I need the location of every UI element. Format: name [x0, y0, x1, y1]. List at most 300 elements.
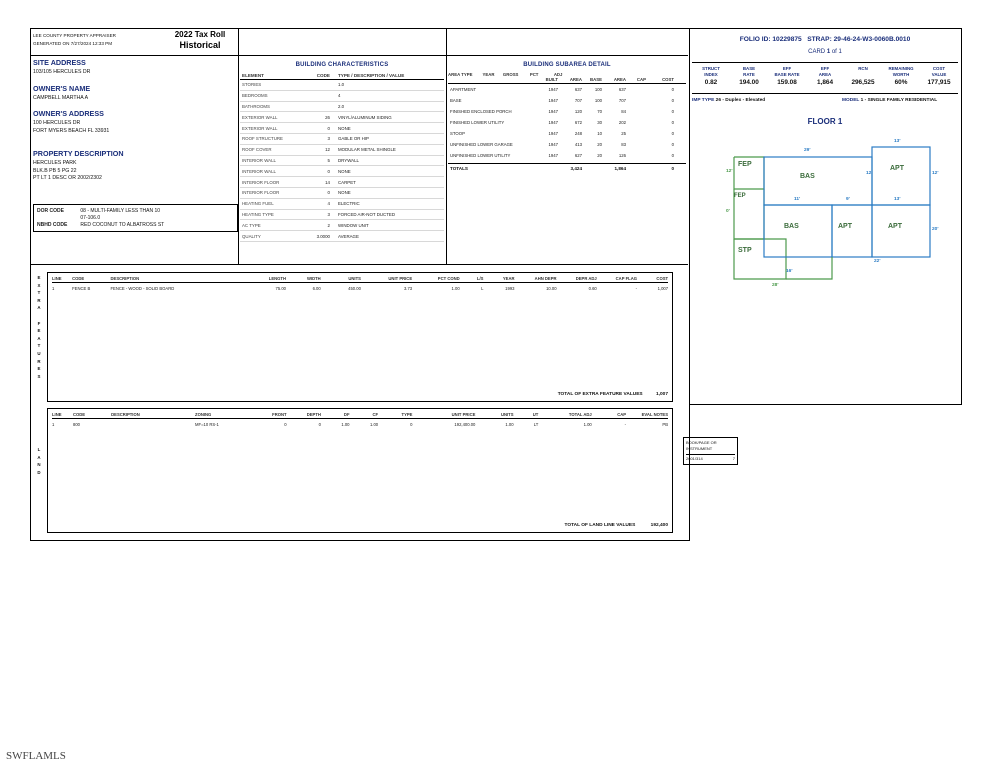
owner-address-line1: 100 HERCULES DR	[33, 120, 81, 126]
valuation-header	[692, 62, 958, 77]
bsd-year-built: 1947	[548, 98, 558, 103]
divider-bc-bsd	[446, 28, 447, 264]
roll-year-label: 2022 Tax Roll	[174, 30, 226, 39]
bc-type: 2.0	[338, 103, 345, 109]
ef-year: 1993	[505, 286, 515, 291]
card-header	[30, 28, 688, 56]
bsd-col-area-type: AREA TYPE	[448, 72, 473, 77]
divider-below-bc	[238, 264, 688, 265]
bsd-pct-base: 70	[597, 109, 602, 114]
dor-code-value: 08 - MULTI-FAMILY LESS THAN 10	[80, 208, 161, 214]
bc-type: GABLE OR HIP	[338, 136, 369, 142]
dor-code-label: DOR CODE	[37, 208, 64, 214]
land-col-code: CODE	[72, 412, 86, 417]
ef-pct-cond: 1.00	[451, 286, 460, 291]
extra-features-rows	[52, 283, 668, 291]
sketch-area-bas-1: BAS	[800, 173, 815, 180]
watermark: SWFLAMLS	[6, 750, 66, 762]
bsd-pct-base: 100	[594, 98, 602, 103]
ef-unit-price: 3.73	[403, 286, 413, 291]
sketch-svg	[726, 139, 956, 299]
extra-features-total-value: 1,007	[655, 392, 668, 397]
land-total-adj: 1.00	[583, 422, 592, 427]
bc-element: HEATING TYPE	[242, 211, 274, 217]
ef-col-ls: L/S	[476, 276, 484, 281]
table-row	[52, 283, 668, 291]
card-number: 1	[826, 49, 831, 55]
roll-title	[160, 30, 240, 50]
property-description-line1: HERCULES PARK	[33, 160, 77, 166]
land-col-units: UNITS	[500, 412, 514, 417]
model-value: 1 - SINGLE FAMILY RESIDENTIAL	[860, 98, 938, 103]
land-cap: -	[624, 422, 627, 427]
ef-cap-flag: -	[635, 286, 637, 291]
land-total-label: TOTAL OF LAND LINE VALUES	[564, 523, 636, 528]
bsd-gross-area: 707	[574, 98, 582, 103]
ef-col-width: WIDTH	[306, 276, 321, 281]
divider-below-left	[30, 264, 238, 265]
extra-features-total-label: TOTAL OF EXTRA FEATURE VALUES	[557, 392, 643, 397]
bc-row	[240, 188, 444, 199]
sketch-dim-10: 22'	[874, 259, 881, 264]
bc-element: QUALITY	[242, 233, 261, 239]
sketch-area-apt-3: APT	[888, 223, 902, 230]
bsd-area-type: UNFINISHED LOWER UTILITY	[450, 153, 511, 158]
sketch-dim-8: 20'	[932, 227, 939, 232]
bsd-adj-area: 637	[618, 87, 626, 92]
bc-code: 0	[327, 190, 330, 196]
bc-row	[240, 156, 444, 167]
agency-name: LEE COUNTY PROPERTY APPRAISER	[33, 33, 116, 38]
bsd-totals-gross: 3,424	[570, 166, 582, 171]
strap-label: STRAP:	[807, 36, 832, 43]
bsd-cost: 0	[671, 153, 674, 158]
ef-col-code: CODE	[72, 276, 85, 281]
card-of: of 1	[831, 49, 842, 55]
land-col-zoning: ZONING	[195, 412, 212, 417]
land-col-front: FRONT	[272, 412, 287, 417]
ef-ahn-depr: 10.00	[546, 286, 557, 291]
land-col-eval-notes: EVAL NOTES	[641, 412, 669, 417]
ef-code: FENCE B	[72, 286, 91, 291]
bc-element: INTERIOR FLOOR	[242, 179, 280, 185]
ef-length: 75.00	[275, 286, 286, 291]
land-ut: LT	[533, 422, 539, 427]
bsd-cost: 0	[671, 142, 674, 147]
land-depth: 0	[318, 422, 321, 427]
floor-title: FLOOR 1	[807, 117, 843, 126]
nbhd-code-label: NBHD CODE	[37, 222, 68, 228]
ef-line: 1	[52, 286, 55, 291]
bc-col-code: CODE	[316, 73, 330, 78]
extra-features-side-label: E X T R A F E A T U R E S	[37, 275, 41, 379]
generated-on: GENERATED ON 7/27/2024 12:33 PM	[33, 41, 113, 46]
bsd-totals-label: TOTALS	[450, 166, 468, 171]
sketch-area-fep-2: FEP	[734, 193, 746, 199]
bc-row	[240, 134, 444, 145]
left-column	[33, 58, 238, 190]
owner-address-title: OWNER'S ADDRESS	[33, 109, 104, 118]
bc-code: 3	[327, 136, 330, 142]
model-group	[842, 98, 937, 103]
bsd-gross-area: 248	[574, 131, 582, 136]
building-characteristics-header	[240, 68, 444, 80]
land-frame	[47, 408, 673, 533]
bc-type: 1.0	[338, 82, 345, 88]
bc-type: WINDOW UNIT	[338, 222, 369, 228]
property-description-line3: PT LT 1 DESC OR 2002/2302	[33, 175, 102, 181]
bsd-year-built: 1947	[548, 131, 558, 136]
book-page-suffix: 7	[732, 456, 735, 461]
val-eff-base-rate: 159.08	[777, 79, 797, 86]
sketch-area-stp: STP	[738, 247, 752, 254]
imp-type-label: IMP TYPE	[692, 98, 715, 103]
ef-width: 6.00	[312, 286, 321, 291]
bc-element: EXTERIOR WALL	[242, 114, 278, 120]
land-type: 0	[410, 422, 413, 427]
bc-element: STORIES	[242, 82, 262, 88]
owner-address-line2: FORT MYERS BEACH FL 33931	[33, 127, 110, 134]
bc-code: 12	[325, 147, 330, 153]
bsd-cost: 0	[671, 87, 674, 92]
val-eff-area: 1,864	[817, 79, 833, 86]
site-address-block	[33, 58, 238, 77]
property-description-block	[33, 149, 238, 183]
bsd-year-built: 1947	[548, 87, 558, 92]
bc-element: EXTERIOR WALL	[242, 125, 278, 131]
bc-code: 14	[325, 179, 330, 185]
land-col-type: TYPE	[401, 412, 413, 417]
land-col-total-adj: TOTAL ADJ	[568, 412, 592, 417]
bsd-pct-base: 20	[597, 142, 602, 147]
imp-type-group	[692, 98, 765, 103]
land-code: 800	[72, 422, 80, 427]
bc-code: 3.0000	[316, 233, 330, 239]
bc-type: AVERAGE	[338, 233, 359, 239]
land-col-line: LINE	[52, 412, 62, 417]
table-row	[52, 419, 668, 427]
folio-id: 10229875	[772, 36, 802, 43]
model-label: MODEL	[842, 98, 860, 103]
bsd-cost: 0	[671, 109, 674, 114]
bc-row	[240, 210, 444, 221]
bsd-area-type: FINISHED ENCLOSED PORCH	[450, 109, 512, 114]
building-subarea-totals	[448, 163, 686, 171]
land-eval-notes: PB	[662, 422, 669, 427]
land-units: 1.00	[505, 422, 514, 427]
sketch-dim-12: 0'	[726, 209, 730, 214]
bc-element: HEATING FUEL	[242, 201, 274, 207]
right-panel	[690, 28, 962, 405]
bsd-row	[448, 128, 686, 139]
bsd-adj-area: 83	[621, 142, 626, 147]
property-description-line2: BLK.B PB 5 PG 22	[33, 167, 77, 174]
land-col-description: DESCRIPTION	[111, 412, 140, 417]
building-characteristics-rows	[240, 80, 444, 242]
bc-code: 4	[327, 201, 330, 207]
val-remaining-worth: 60%	[894, 79, 908, 86]
bc-type: 4	[338, 93, 341, 99]
bsd-year-built: 1947	[548, 142, 558, 147]
extra-features-header	[52, 276, 668, 283]
land-front: 0	[284, 422, 287, 427]
bc-type: NONE	[338, 125, 351, 131]
bc-type: CARPET	[338, 179, 356, 185]
bc-row	[240, 145, 444, 156]
agency-info	[33, 32, 158, 48]
sketch-area-bas-2: BAS	[784, 223, 799, 230]
bc-row	[240, 112, 444, 123]
land-col-unit-price: UNIT PRICE	[451, 412, 476, 417]
valuation-values	[692, 79, 958, 86]
bsd-header-top	[448, 68, 686, 77]
owner-name-value: CAMPBELL MARTHA A	[33, 94, 89, 101]
sketch-area-apt-2: APT	[838, 223, 852, 230]
ef-col-year: YEAR	[502, 276, 515, 281]
sketch-dim-2: 12'	[866, 171, 873, 176]
bsd-cost: 0	[671, 131, 674, 136]
ef-col-ahn-depr: AHN DEPR	[534, 276, 557, 281]
val-col-base-rate: BASE RATE	[742, 66, 756, 77]
ef-col-line: LINE	[52, 276, 62, 281]
bc-element: BATHROOMS	[242, 103, 270, 109]
building-subarea-rows	[448, 84, 686, 161]
bsd-adj-area: 25	[621, 131, 626, 136]
bsd-gross-area: 413	[574, 142, 582, 147]
ef-col-description: DESCRIPTION	[110, 276, 140, 281]
val-col-remaining-worth: REMAINING WORTH	[888, 66, 914, 77]
bsd-col-adj: ADJ	[553, 72, 563, 77]
bsd-adj-area: 707	[618, 98, 626, 103]
land-col-df: DF	[343, 412, 350, 417]
bsd-col-area: AREA	[569, 77, 582, 82]
ef-ls: L	[481, 286, 484, 291]
bc-element: BEDROOMS	[242, 93, 268, 99]
bsd-col-built: BUILT	[545, 77, 558, 82]
property-description-title: PROPERTY DESCRIPTION	[33, 149, 124, 158]
bsd-col-blank3	[448, 77, 536, 82]
bsd-col-year: YEAR	[482, 72, 495, 77]
ef-col-cap-flag: CAP FLAG	[615, 276, 637, 281]
bsd-adj-area: 202	[618, 120, 626, 125]
code-box	[33, 204, 238, 232]
property-card-page	[30, 28, 962, 553]
val-col-eff-area: EFF AREA	[818, 66, 832, 77]
owner-name-title: OWNER'S NAME	[33, 83, 91, 93]
bc-type: DRYWALL	[338, 157, 359, 163]
bsd-gross-area: 672	[574, 120, 582, 125]
building-subarea-title: BUILDING SUBAREA DETAIL	[523, 62, 611, 68]
sketch-area-apt-1: APT	[890, 165, 904, 172]
sketch-dim-3: 12'	[932, 171, 939, 176]
bsd-row	[448, 139, 686, 150]
bsd-col-cost: COST	[662, 77, 674, 82]
sketch-dim-11: 28'	[772, 283, 779, 288]
ef-description: FENCE - WOOD - SOLID BOARD	[110, 286, 175, 291]
bsd-pct-base: 100	[594, 87, 602, 92]
building-subarea-detail	[448, 58, 686, 171]
bc-row	[240, 231, 444, 242]
bsd-header-bottom	[448, 77, 686, 84]
building-characteristics-title: BUILDING CHARACTERISTICS	[295, 62, 389, 68]
roll-historical-label: Historical	[179, 40, 221, 50]
imp-type-value: 26 - Duplex - Elevated	[715, 98, 766, 103]
sketch-dim-7: 13'	[894, 197, 901, 202]
bc-type: ELECTRIC	[338, 201, 360, 207]
land-unit-price: 192,400.00	[454, 422, 476, 427]
val-col-cost-value: COST VALUE	[931, 66, 947, 77]
bsd-col-base: BASE	[590, 77, 602, 82]
bc-element: ROOF STRUCTURE	[242, 136, 283, 142]
sketch-area-fep-1: FEP	[738, 161, 752, 168]
card-label: CARD	[808, 49, 826, 55]
land-rows	[52, 419, 668, 427]
bc-row	[240, 123, 444, 134]
folio-label: FOLIO ID:	[739, 36, 771, 43]
site-address-value: 103/105 HERCULES DR	[33, 69, 91, 75]
val-base-rate: 194.00	[739, 79, 759, 86]
land-total	[565, 523, 669, 528]
bc-element: INTERIOR FLOOR	[242, 190, 280, 196]
bsd-col-adjarea: AREA	[613, 77, 626, 82]
bc-code: 0	[327, 125, 330, 131]
bc-row	[240, 91, 444, 102]
extra-features-total	[558, 392, 668, 397]
extra-features-frame	[47, 272, 673, 402]
bc-element: INTERIOR WALL	[242, 168, 276, 174]
land-df: 1.00	[341, 422, 350, 427]
ef-col-depr-adj: DEPR ADJ	[575, 276, 597, 281]
bsd-adj-area: 126	[618, 153, 626, 158]
bc-element: ROOF COVER	[242, 147, 272, 153]
bsd-year-built: 1947	[548, 120, 558, 125]
bc-row	[240, 102, 444, 113]
bc-row	[240, 177, 444, 188]
bsd-gross-area: 120	[574, 109, 582, 114]
bc-type: NONE	[338, 168, 351, 174]
ef-col-units: UNITS	[348, 276, 361, 281]
sketch-dim-0: 29'	[804, 148, 811, 153]
ef-units: 450.00	[348, 286, 361, 291]
sketch-dim-9: 16'	[786, 269, 793, 274]
land-col-cap: CAP	[617, 412, 627, 417]
bsd-cost: 0	[671, 120, 674, 125]
bsd-pct-base: 20	[597, 153, 602, 158]
land-line: 1	[52, 422, 55, 427]
owner-address-block	[33, 109, 238, 135]
book-page-box	[683, 437, 738, 465]
book-page-label1: BOOK/PAGE OR	[686, 440, 717, 445]
ef-col-cost: COST	[656, 276, 669, 281]
dor-code-value2: 07-106.0	[80, 215, 101, 221]
bsd-area-type: BASE	[450, 98, 462, 103]
ef-col-pct-cond: PCT COND	[437, 276, 460, 281]
bc-row	[240, 166, 444, 177]
bsd-col-gross: GROSS	[502, 72, 519, 77]
bsd-col-pct: PCT	[529, 72, 539, 77]
bc-row	[240, 220, 444, 231]
strap-value: 29-46-24-W3-0060B.0010	[833, 36, 911, 43]
land-description	[111, 422, 195, 427]
bc-row	[240, 80, 444, 91]
land-col-cf: CF	[372, 412, 379, 417]
bc-type: FORCED AIR-NOT DUCTED	[338, 211, 395, 217]
bc-row	[240, 199, 444, 210]
site-address-title: SITE ADDRESS	[33, 58, 86, 67]
bsd-gross-area: 637	[574, 87, 582, 92]
val-col-rcn: RCN	[858, 66, 868, 71]
sketch-dim-5: 11'	[794, 197, 801, 202]
land-header	[52, 412, 668, 419]
bsd-row	[448, 95, 686, 106]
card-line	[690, 49, 960, 55]
bc-code: 3	[327, 211, 330, 217]
bsd-gross-area: 627	[574, 153, 582, 158]
bsd-pct-base: 30	[597, 120, 602, 125]
bsd-row	[448, 117, 686, 128]
bc-code: 5	[327, 157, 330, 163]
ef-col-unit-price: UNIT PRICE	[388, 276, 413, 281]
val-col-eff-base-rate: EFF BASE RATE	[774, 66, 800, 77]
book-page-value: 2601/314	[686, 456, 703, 461]
bsd-row	[448, 150, 686, 161]
bc-element: AC TYPE	[242, 222, 261, 228]
bsd-totals-adj: 1,864	[614, 166, 626, 171]
ef-cost: 1,007	[657, 286, 669, 291]
bc-element: INTERIOR WALL	[242, 157, 276, 163]
nbhd-code-value: RED COCONUT TO ALBATROSS ST	[80, 222, 165, 228]
building-characteristics	[240, 58, 444, 242]
ef-depr-adj: 0.60	[588, 286, 597, 291]
bc-code: 26	[325, 114, 330, 120]
bsd-totals-cost: 0	[671, 166, 674, 171]
bsd-year-built: 1947	[548, 109, 558, 114]
book-page-label2: INSTRUMENT	[686, 446, 713, 451]
bsd-col-cap: CAP	[636, 77, 646, 82]
bsd-row	[448, 84, 686, 95]
bc-code: 2	[327, 222, 330, 228]
sketch-dim-1: 13'	[894, 139, 901, 144]
bsd-row	[448, 106, 686, 117]
sketch-dim-6: 9'	[846, 197, 850, 202]
owner-name-block	[33, 84, 238, 103]
val-struct-index: 0.82	[704, 79, 718, 86]
ef-col-length: LENGTH	[268, 276, 286, 281]
improvement-row	[692, 93, 958, 103]
val-cost-value: 177,915	[927, 79, 951, 86]
folio-line	[690, 36, 960, 43]
land-col-ut: UT	[532, 412, 539, 417]
land-total-value: 192,400	[650, 523, 668, 528]
land-col-depth: DEPTH	[306, 412, 321, 417]
sketch-dim-4: 12'	[726, 169, 733, 174]
bc-code: 0	[327, 168, 330, 174]
bc-type: MODULAR METAL SHINGLE	[338, 147, 396, 153]
bc-col-element: ELEMENT	[242, 73, 264, 78]
land-zoning: MF=10 RS-1	[195, 422, 219, 427]
bc-type: NONE	[338, 190, 351, 196]
bsd-area-type: STOOP	[450, 131, 465, 136]
land-side-label: L A N D	[37, 447, 41, 475]
divider-left-bc	[238, 28, 239, 264]
bsd-pct-base: 10	[597, 131, 602, 136]
bc-col-type: TYPE / DESCRIPTION / VALUE	[338, 73, 405, 78]
bsd-year-built: 1947	[548, 153, 558, 158]
bsd-area-type: FINISHED LOWER UTILITY	[450, 120, 505, 125]
bsd-area-type: UNFINISHED LOWER GARAGE	[450, 142, 513, 147]
val-col-struct-index: STRUCT INDEX	[702, 66, 720, 77]
bsd-adj-area: 84	[621, 109, 626, 114]
